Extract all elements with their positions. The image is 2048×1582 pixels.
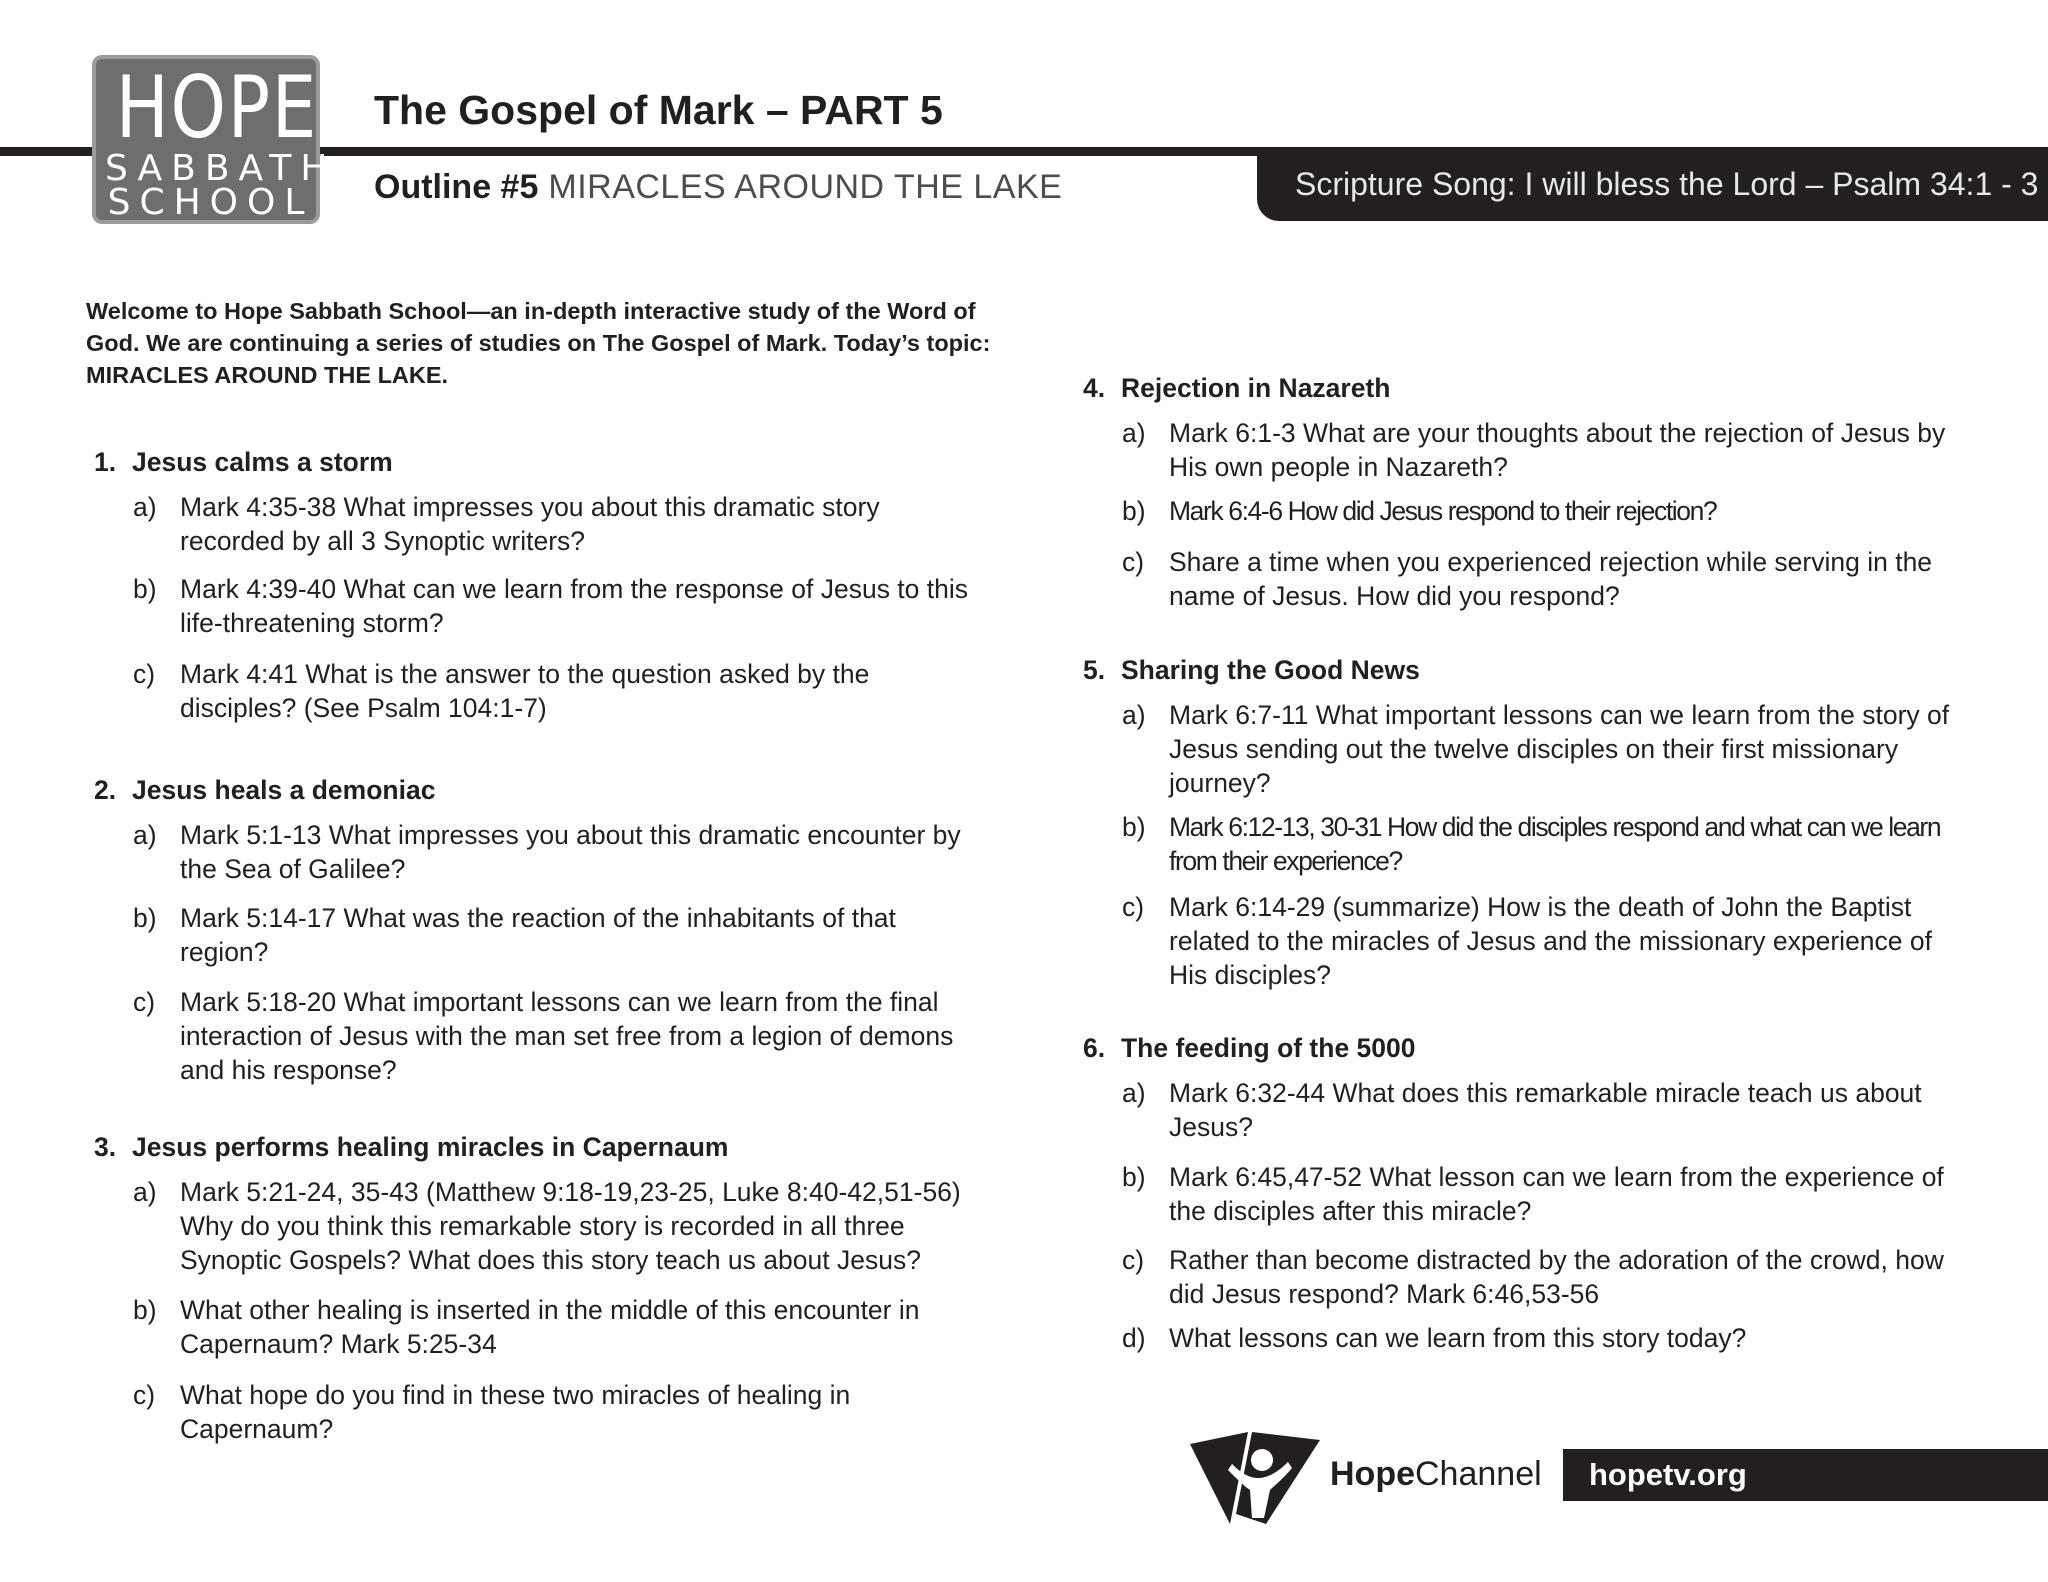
list-item — [1075, 545, 1975, 613]
list-item — [1075, 698, 1975, 800]
outline-topic: MIRACLES AROUND THE LAKE — [548, 168, 1063, 206]
item-text: Mark 4:41 What is the answer to the question asked by the disciples? (See Psalm 104:1-7) — [180, 659, 870, 723]
section-6 — [1075, 1030, 1975, 1355]
section-title: Jesus calms a storm — [132, 447, 393, 477]
section-number: 4. — [1083, 373, 1106, 403]
section-3 — [86, 1129, 986, 1446]
item-letter: b) — [133, 1295, 157, 1325]
list-item — [86, 1378, 986, 1446]
section-heading — [1075, 652, 1975, 688]
section-title: The feeding of the 5000 — [1121, 1033, 1416, 1063]
section-heading — [1075, 1030, 1975, 1066]
outline-heading — [374, 167, 1062, 207]
item-letter: b) — [133, 903, 157, 933]
logo-line-3: SCHOOL — [107, 182, 314, 223]
list-item — [1075, 1321, 1975, 1355]
item-text: Mark 4:39-40 What can we learn from the response of Jesus to this life-threatening storm? — [180, 574, 969, 638]
brand-bold: Hope — [1330, 1455, 1415, 1493]
item-text: What lessons can we learn from this story today? — [1169, 1323, 1747, 1353]
list-item — [86, 901, 986, 969]
website-url[interactable]: hopetv.org — [1563, 1449, 2048, 1501]
section-number: 2. — [94, 775, 117, 805]
item-text: Mark 6:7-11 What important lessons can we learn from the story of Jesus sending out the twelve disciples on their first missionary journey? — [1169, 700, 1950, 798]
item-letter: b) — [133, 574, 157, 604]
item-text: Mark 6:45,47-52 What lesson can we learn from the experience of the disciples after this miracle? — [1169, 1162, 1944, 1226]
logo-line-1: HOPE — [115, 58, 318, 158]
item-letter: b) — [1122, 1162, 1146, 1192]
item-text: Mark 6:1-3 What are your thoughts about the rejection of Jesus by His own people in Nazareth? — [1169, 418, 1946, 482]
section-number: 5. — [1083, 655, 1106, 685]
item-letter: b) — [1122, 496, 1146, 526]
section-title: Rejection in Nazareth — [1121, 373, 1391, 403]
section-2 — [86, 772, 986, 1087]
section-4 — [1075, 370, 1975, 613]
item-letter: a) — [1122, 418, 1146, 448]
item-letter: b) — [1122, 812, 1146, 842]
list-item — [86, 1175, 986, 1277]
item-text: Rather than become distracted by the adoration of the crowd, how did Jesus respond? Mark 6:46,53-56 — [1169, 1245, 1944, 1309]
section-number: 6. — [1083, 1033, 1106, 1063]
section-heading — [86, 1129, 986, 1165]
item-letter: c) — [1122, 892, 1145, 922]
brand-rest: Channel — [1415, 1455, 1542, 1493]
item-text: What hope do you find in these two miracles of healing in Capernaum? — [180, 1380, 851, 1444]
list-item — [1075, 1160, 1975, 1228]
list-item — [86, 985, 986, 1087]
item-text: Mark 6:4-6 How did Jesus respond to their rejection? — [1169, 496, 1717, 526]
item-text: Mark 5:14-17 What was the reaction of the inhabitants of that region? — [180, 903, 896, 967]
item-letter: a) — [1122, 1078, 1146, 1108]
item-letter: c) — [1122, 547, 1145, 577]
section-title: Sharing the Good News — [1121, 655, 1420, 685]
item-letter: a) — [133, 820, 157, 850]
section-5 — [1075, 652, 1975, 992]
list-item — [86, 490, 986, 558]
section-heading — [1075, 370, 1975, 406]
item-letter: a) — [133, 1177, 157, 1207]
list-item — [1075, 1243, 1975, 1311]
hope-sabbath-school-logo — [92, 55, 337, 224]
item-letter: d) — [1122, 1323, 1146, 1353]
item-text: Mark 5:18-20 What important lessons can we learn from the final interaction of Jesus with the man set free from a legion of demons and his response? — [180, 987, 954, 1085]
list-item — [1075, 810, 1975, 878]
section-heading — [86, 772, 986, 808]
section-title: Jesus heals a demoniac — [132, 775, 436, 805]
intro-paragraph: Welcome to Hope Sabbath School—an in-depth interactive study of the Word of God. We are continuing a series of studies on The Gospel of Mark. Today’s topic: MIRACLES AROUND THE LAKE. — [86, 298, 991, 388]
list-item — [86, 657, 986, 725]
item-letter: c) — [1122, 1245, 1145, 1275]
outline-label: Outline #5 — [374, 168, 539, 206]
item-text: Mark 5:1-13 What impresses you about this dramatic encounter by the Sea of Galilee? — [180, 820, 961, 884]
logo-line-2: SABBATH — [105, 148, 337, 189]
item-text: Mark 5:21-24, 35-43 (Matthew 9:18-19,23-25, Luke 8:40-42,51-56) Why do you think this remarkable story is recorded in all three Synoptic Gospels? What does this story teach us about Jesus? — [180, 1177, 961, 1275]
list-item — [1075, 1076, 1975, 1144]
section-1 — [86, 444, 986, 725]
scripture-song-banner: Scripture Song: I will bless the Lord – Psalm 34:1 - 3 — [1257, 150, 2048, 221]
item-letter: c) — [133, 987, 156, 1017]
hope-channel-brand — [1330, 1452, 1542, 1496]
page-title: The Gospel of Mark – PART 5 — [374, 87, 943, 133]
list-item — [1075, 494, 1975, 528]
item-letter: a) — [1122, 700, 1146, 730]
item-letter: a) — [133, 492, 157, 522]
item-letter: c) — [133, 659, 156, 689]
item-text: Share a time when you experienced rejection while serving in the name of Jesus. How did you respond? — [1169, 547, 1933, 611]
hope-channel-logo-icon — [1190, 1432, 1320, 1524]
section-heading — [86, 444, 986, 480]
item-text: Mark 6:12-13, 30-31 How did the disciples respond and what can we learn from their experience? — [1169, 812, 1941, 876]
item-text: Mark 4:35-38 What impresses you about this dramatic story recorded by all 3 Synoptic writers? — [180, 492, 880, 556]
list-item — [86, 818, 986, 886]
list-item — [86, 572, 986, 640]
item-text: Mark 6:14-29 (summarize) How is the death of John the Baptist related to the miracles of Jesus and the missionary experience of His disciples? — [1169, 892, 1933, 990]
section-number: 1. — [94, 447, 117, 477]
section-number: 3. — [94, 1132, 117, 1162]
item-text: What other healing is inserted in the middle of this encounter in Capernaum? Mark 5:25-34 — [180, 1295, 920, 1359]
list-item — [86, 1293, 986, 1361]
item-text: Mark 6:32-44 What does this remarkable miracle teach us about Jesus? — [1169, 1078, 1922, 1142]
list-item — [1075, 416, 1975, 484]
list-item — [1075, 890, 1975, 992]
item-letter: c) — [133, 1380, 156, 1410]
section-title: Jesus performs healing miracles in Capernaum — [132, 1132, 729, 1162]
